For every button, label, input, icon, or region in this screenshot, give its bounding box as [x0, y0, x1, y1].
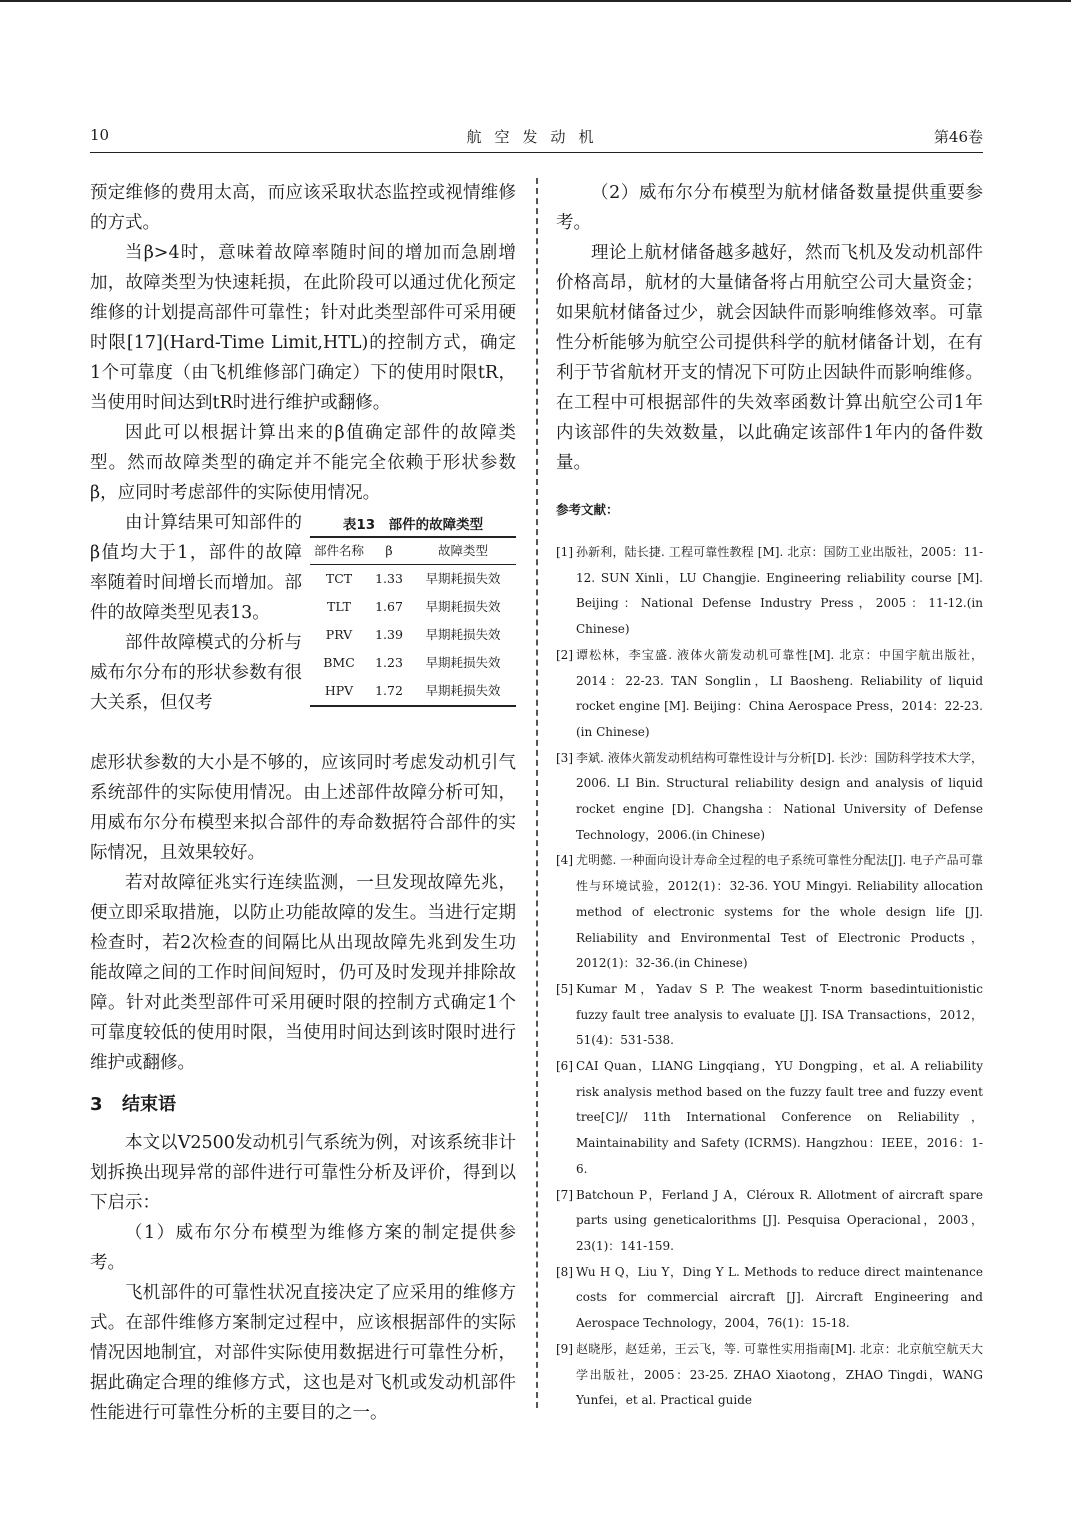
references-heading: 参考文献： [556, 502, 619, 517]
table-cell: TCT [325, 571, 353, 586]
table-cell: TLT [327, 599, 351, 614]
reference-item [556, 977, 983, 1054]
reference-item [556, 1337, 983, 1414]
table-cell: HPV [324, 683, 354, 698]
table-title: 表13 部件的故障类型 [342, 517, 484, 533]
table-wrap-block [90, 508, 516, 748]
reference-text: CAI Quan，LIANG Lingqiang，YU Dongping，et al. A reliability risk analysis method based on the fuzzy fault tree and fuzzy event tree[C]// 11th International Conference on Reliability，Maintainability and Safety (ICRMS). Hangzhou：IEEE，2016：1-6. [576, 1059, 983, 1176]
table-header-cell: 部件名称 [313, 543, 364, 558]
table-cell: 早期耗损失效 [425, 627, 501, 642]
reference-number: [1] [556, 545, 573, 559]
paragraph: （1）威布尔分布模型为维修方案的制定提供参考。 [90, 1223, 516, 1273]
left-column [90, 178, 516, 1428]
reference-item [556, 643, 983, 746]
reference-item [556, 848, 983, 977]
paragraph: 本文以V2500发动机引气系统为例，对该系统非计划拆换出现异常的部件进行可靠性分析及评价，得到以下启示： [90, 1133, 516, 1213]
paragraph: 部件故障模式的分析与威布尔分布的形状参数有很大关系，但仅考 [90, 633, 302, 713]
paragraph: 理论上航材储备越多越好，然而飞机及发动机部件价格高昂，航材的大量储备将占用航空公司大量资金；如果航材储备过少，就会因缺件而影响维修效率。可靠性分析能够为航空公司提供科学的航材储备计划，在有利于节省航材开支的情况下可防止因缺件而影响维修。在工程中可根据部件的失效率函数计算出航空公司1年内该部件的失效数量，以此确定该部件1年内的备件数量。 [556, 243, 983, 473]
paragraph: 飞机部件的可靠性状况直接决定了应采用的维修方式。在部件维修方案制定过程中，应该根据部件的实际情况因地制宜，对部件实际使用数据进行可靠性分析，据此确定合理的维修方式，这也是对飞机或发动机部件性能进行可靠性分析的主要目的之一。 [90, 1283, 516, 1423]
paragraph: 当β>4时，意味着故障率随时间的增加而急剧增加，故障类型为快速耗损，在此阶段可以通过优化预定维修的计划提高部件可靠性；针对此类型部件可采用硬时限[17](Hard-Time Limit,HTL)的控制方式，确定1个可靠度（由飞机维修部门确定）下的使用时限tR，当使用时间达到tR时进行维护或翻修。 [90, 243, 516, 413]
paragraph: 虑形状参数的大小是不够的，应该同时考虑发动机引气系统部件的实际使用情况。由上述部件故障分析可知，用威布尔分布模型来拟合部件的寿命数据符合部件的实际情况，且效果较好。 [90, 753, 516, 863]
reference-text: 孙新利，陆长捷. 工程可靠性教程 [M]. 北京：国防工业出版社，2005：11-12. SUN Xinli，LU Changjie. Engineering reliability course [M]. Beijing：National Defense Industry Press，2005：11-12.(in Chinese) [576, 545, 983, 637]
table-cell: 1.33 [375, 571, 403, 586]
table-header-row [310, 538, 516, 564]
reference-item [556, 1054, 983, 1183]
paragraph: 因此可以根据计算出来的β值确定部件的故障类型。然而故障类型的确定并不能完全依赖于形状参数β，应同时考虑部件的实际使用情况。 [90, 423, 516, 503]
reference-number: [5] [556, 981, 573, 996]
paragraph: 由计算结果可知部件的β值均大于1，部件的故障率随着时间增长而增加。部件的故障类型见表13。 [90, 513, 302, 623]
reference-text: 尤明懿. 一种面向设计寿命全过程的电子系统可靠性分配法[J]. 电子产品可靠性与环境试验，2012(1)：32-36. YOU Mingyi. Reliability allocation method of electronic systems for the whole design life [J]. Reliability and Environmental Test of Electronic Products，2012(1)：32-36.(in Chinese) [576, 853, 983, 971]
table-row [310, 649, 516, 677]
reference-number: [9] [556, 1341, 573, 1356]
top-border-line [0, 0, 1071, 2]
failure-type-table [310, 514, 516, 707]
section-heading [90, 1090, 516, 1120]
table-cell: 1.67 [375, 599, 403, 614]
journal-title: 航空发动机 [466, 128, 607, 146]
reference-item [556, 1183, 983, 1260]
table-cell: 早期耗损失效 [425, 655, 501, 670]
reference-number: [7] [556, 1187, 573, 1202]
table-cell: 早期耗损失效 [425, 683, 501, 698]
reference-number: [6] [556, 1059, 573, 1074]
header-rule [90, 152, 983, 153]
table-cell: 1.23 [375, 655, 403, 670]
volume-label: 第46卷 [933, 128, 983, 146]
table-header-cell: β [385, 543, 393, 558]
table-row [310, 677, 516, 705]
reference-text: 李斌. 液体火箭发动机结构可靠性设计与分析[D]. 长沙：国防科学技术大学，2006. LI Bin. Structural reliability design and analysis of liquid rocket engine [D]. Changsha：National University of Defense Technology，2006.(in Chinese) [576, 750, 983, 842]
table-cell: 1.72 [375, 683, 403, 698]
table-rule [310, 705, 516, 707]
reference-number: [8] [556, 1264, 573, 1279]
table-row [310, 565, 516, 593]
right-column [556, 178, 983, 1414]
wrapped-text [90, 508, 302, 718]
table-cell: 早期耗损失效 [425, 599, 501, 614]
table-row [310, 621, 516, 649]
reference-text: Kumar M，Yadav S P. The weakest T-norm basedintuitionistic fuzzy fault tree analysis to evaluate [J]. ISA Transactions，2012，51(4)：531-538. [576, 981, 983, 1048]
reference-item [556, 540, 983, 643]
reference-number: [3] [556, 750, 573, 765]
table-row [310, 593, 516, 621]
reference-text: 谭松林，李宝盛. 液体火箭发动机可靠性[M]. 北京：中国宇航出版社，2014：22-23. TAN Songlin，LI Baosheng. Reliability of liquid rocket engine [M]. Beijing：China Aerospace Press，2014：22-23.(in Chinese) [576, 647, 983, 739]
reference-text: 赵晓彤，赵廷弟，王云飞，等. 可靠性实用指南[M]. 北京：北京航空航天大学出版社，2005：23-25. ZHAO Xiaotong，ZHAO Tingdi，WANG Yunfei，et al. Practical guide [576, 1341, 983, 1408]
reference-text: Wu H Q，Liu Y，Ding Y L. Methods to reduce direct maintenance costs for commercial aircraft [J]. Aircraft Engineering and Aerospace Technology，2004，76(1)：15-18. [576, 1264, 983, 1331]
paragraph: 若对故障征兆实行连续监测，一旦发现故障先兆，便立即采取措施，以防止功能故障的发生。当进行定期检查时，若2次检查的间隔比从出现故障先兆到发生功能故障之间的工作时间间短时，仍可及时发现并排除故障。针对此类型部件可采用硬时限的控制方式确定1个可靠度较低的使用时限，当使用时间达到该时限时进行维护或翻修。 [90, 873, 516, 1073]
reference-list [556, 540, 983, 1414]
paragraph: （2）威布尔分布模型为航材储备数量提供重要参考。 [556, 183, 983, 233]
table-cell: 1.39 [375, 627, 403, 642]
reference-item [556, 1260, 983, 1337]
table-header-cell: 故障类型 [437, 543, 488, 558]
column-divider [536, 178, 538, 1408]
table-cell: 早期耗损失效 [425, 571, 501, 586]
reference-text: Batchoun P，Ferland J A，Cléroux R. Allotment of aircraft spare parts using geneticalorithms [J]. Pesquisa Operacional，2003，23(1)：141-159. [576, 1187, 983, 1253]
reference-number: [2] [556, 647, 573, 662]
section-title: 结束语 [122, 1094, 176, 1115]
paragraph: 预定维修的费用太高，而应该采取状态监控或视情维修的方式。 [90, 183, 516, 233]
reference-number: [4] [556, 853, 573, 868]
running-header [90, 126, 983, 150]
reference-item [556, 746, 983, 849]
table-cell: BMC [323, 655, 355, 670]
page-number: 10 [90, 126, 110, 144]
section-number: 3 [90, 1094, 103, 1115]
table-cell: PRV [325, 627, 353, 642]
